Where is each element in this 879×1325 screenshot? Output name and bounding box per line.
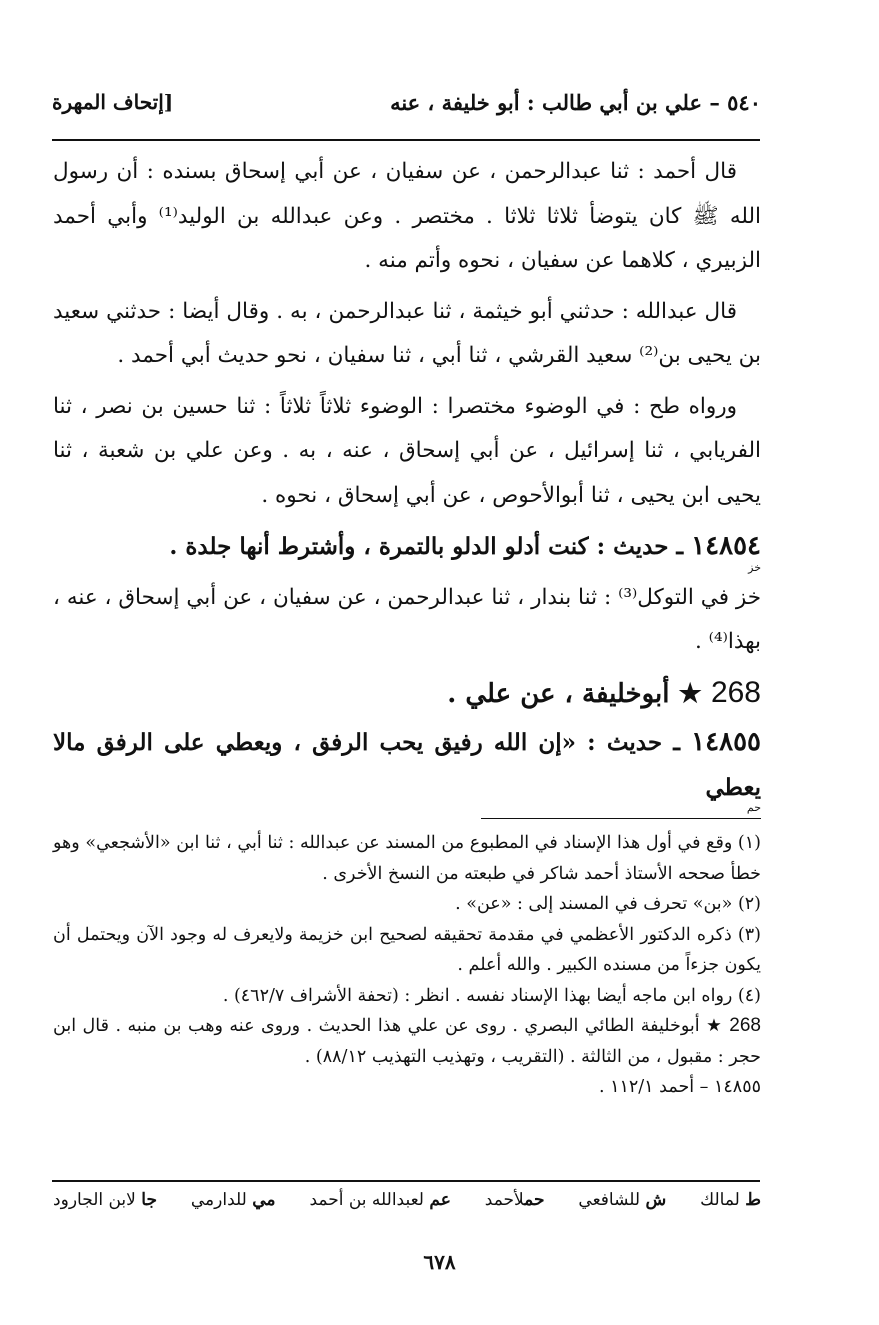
footnote-narrator-number: 268: [729, 1015, 761, 1036]
hadith-number: ١٤٨٥٥: [691, 727, 761, 757]
hadith-sigla: خز: [748, 560, 761, 574]
abbreviation-item: جا لابن الجارود: [53, 1190, 157, 1210]
footnote-hadith-ref: ١٤٨٥٥ – أحمد ١١٢/١ .: [598, 1077, 761, 1097]
abbreviation-item: ط لمالك: [700, 1190, 761, 1210]
hadith-text: ـ حديث : كنت أدلو الدلو بالتمرة ، وأشترط أنها جلدة .: [169, 533, 684, 560]
footnote: (٣) ذكره الدكتور الأعظمي في مقدمة تحقيقه لصحيح ابن خزيمة ولايعرف له وجود الآن ويحتمل أن يكون جزءاً من مسنده الكبير . والله أعلم .: [53, 924, 761, 975]
abbreviations-rule: [52, 1180, 760, 1182]
hadith-heading-14855: [53, 720, 761, 810]
narrator-heading: [53, 671, 761, 717]
abbreviation-item: عم لعبدالله بن أحمد: [309, 1190, 451, 1210]
footnote: (٢) «بن» تحرف في المسند إلى : «عن» .: [455, 894, 761, 914]
paragraph: قال أحمد : ثنا عبدالرحمن ، عن سفيان ، عن أبي إسحاق بسنده : أن رسول الله ﷺ كان يتوضأ ثلاثا ثلاثا . مختصر . وعن عبدالله بن الوليد⁽¹⁾ وأبي أحمد الزبيري ، كلاهما عن سفيان ، نحوه وأتم منه .: [53, 159, 761, 273]
footnotes: [53, 828, 761, 1103]
abbreviation-item: مي للدارمي: [190, 1190, 276, 1210]
hadith-number: ١٤٨٥٤: [691, 531, 761, 561]
footnote-narrator: [53, 1011, 761, 1072]
paragraph: ورواه طح : في الوضوء مختصرا : الوضوء ثلاثاً ثلاثاً : ثنا حسين بن نصر ، ثنا الفريابي ، ثنا إسرائيل ، عن أبي إسحاق ، عنه ، به . وعن علي بن شعبة ، ثنا يحيى ابن يحيى ، ثنا أبوالأحوص ، عن أبي إسحاق ، نحوه .: [53, 393, 761, 508]
abbreviations-key: [53, 1190, 761, 1210]
narrator-number: 268: [710, 675, 761, 709]
abbreviation-item: ش للشافعي: [578, 1190, 667, 1210]
header-rule: [52, 139, 760, 141]
running-header-book: [إتحاف المهرة: [52, 90, 174, 114]
abbreviation-item: حملأحمد: [484, 1190, 545, 1210]
running-header-chapter: ٥٤٠ – علي بن أبي طالب : أبو خليفة ، عنه: [390, 90, 761, 115]
paragraph: خز في التوكل⁽³⁾ : ثنا بندار ، ثنا عبدالرحمن ، عن سفيان ، عن أبي إسحاق ، عنه ، بهذا⁽⁴⁾ .: [53, 584, 761, 654]
main-text: [53, 150, 761, 816]
footnote: (١) وقع في أول هذا الإسناد في المطبوع من المسند عن عبدالله : ثنا أبي ، ثنا ابن «الأشجعي» وهو خطأ صححه الأستاذ أحمد شاكر في طبعته من النسخ الأخرى .: [53, 833, 761, 884]
narrator-text: ★ أبوخليفة ، عن علي .: [447, 678, 702, 709]
hadith-text: ـ حديث : «إن الله رفيق يحب الرفق ، ويعطي على الرفق مالا يعطي: [53, 729, 761, 801]
footnote-rule: [481, 818, 761, 819]
paragraph: قال عبدالله : حدثني أبو خيثمة ، ثنا عبدالرحمن ، به . وقال أيضا : حدثني سعيد بن يحيى بن⁽²⁾ سعيد القرشي ، ثنا أبي ، ثنا سفيان ، نحو حديث أبي أحمد .: [53, 298, 761, 368]
page-number: ٦٧٨: [423, 1250, 456, 1274]
hadith-sigla: حم: [746, 801, 761, 814]
footnote: (٤) رواه ابن ماجه أيضا بهذا الإسناد نفسه . انظر : (تحفة الأشراف ٤٦٢/٧) .: [222, 985, 761, 1006]
footnote-narrator-text: ★ أبوخليفة الطائي البصري . روى عن علي هذا الحديث . وروى عنه وهب بن منبه . قال ابن حجر : مقبول ، من الثالثة . (التقريب ، وتهذيب التهذيب ٨٨/١٢) .: [53, 1016, 761, 1067]
